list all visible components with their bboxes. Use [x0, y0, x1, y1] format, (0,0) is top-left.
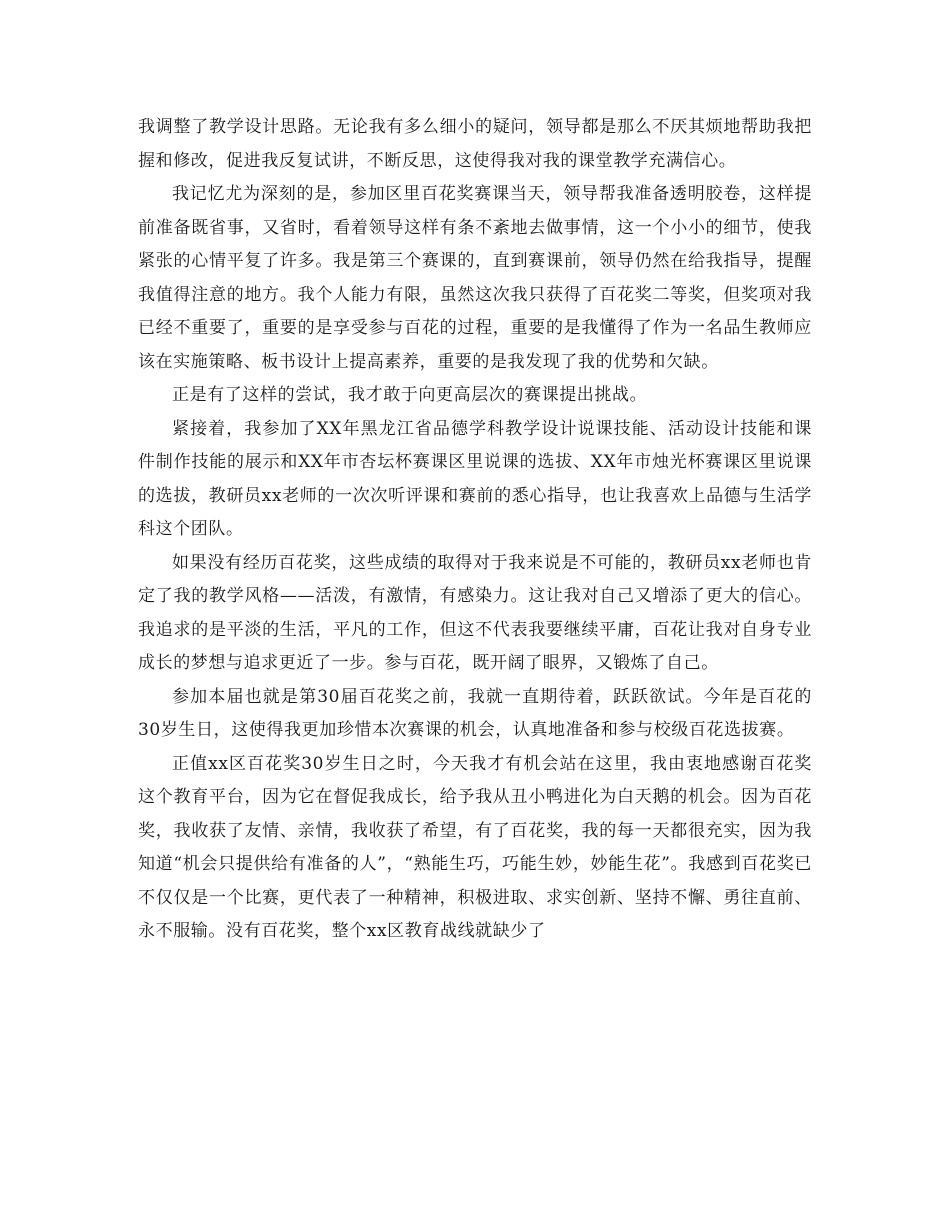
paragraph: 正是有了这样的尝试，我才敢于向更高层次的赛课提出挑战。: [172, 385, 648, 405]
paragraph: 参加本届也就是第30届百花奖之前，我就一直期待着，跃跃欲试。今年是百花的30岁生日，这使得我更加珍惜本次赛课的机会，认真地准备和参与校级百花选拔赛。: [138, 686, 812, 740]
paragraph: 我调整了教学设计思路。无论我有多么细小的疑问，领导都是那么不厌其烦地帮助我把握和修改，促进我反复试讲，不断反思，这使得我对我的课堂教学充满信心。: [138, 117, 812, 171]
paragraph: 紧接着，我参加了XX年黑龙江省品德学科教学设计说课技能、活动设计技能和课件制作技能的展示和XX年市杏坛杯赛课区里说课的选拔、XX年市烛光杯赛课区里说课的选拔，教研员xx老师的一次次听评课和赛前的悉心指导，也让我喜欢上品德与生活学科这个团队。: [138, 418, 812, 539]
paragraph: 如果没有经历百花奖，这些成绩的取得对于我来说是不可能的，教研员xx老师也肯定了我的教学风格——活泼，有激情，有感染力。这让我对自己又增添了更大的信心。我追求的是平淡的生活，平凡的工作，但这不代表我要继续平庸，百花让我对自身专业成长的梦想与追求更近了一步。参与百花，既开阔了眼界，又锻炼了自己。: [138, 552, 812, 673]
paragraph: 正值xx区百花奖30岁生日之时，今天我才有机会站在这里，我由衷地感谢百花奖这个教育平台，因为它在督促我成长，给予我从丑小鸭进化为白天鹅的机会。因为百花奖，我收获了友情、亲情，我收获了希望，有了百花奖，我的每一天都很充实，因为我知道“机会只提供给有准备的人”，“熟能生巧，巧能生妙，妙能生花”。我感到百花奖已不仅仅是一个比赛，更代表了一种精神，积极进取、求实创新、坚持不懈、勇往直前、永不服输。没有百花奖，整个xx区教育战线就缺少了: [138, 753, 812, 941]
paragraph: 我记忆尤为深刻的是，参加区里百花奖赛课当天，领导帮我准备透明胶卷，这样提前准备既省事，又省时，看着领导这样有条不紊地去做事情，这一个小小的细节，使我紧张的心情平复了许多。我是第三个赛课的，直到赛课前，领导仍然在给我指导，提醒我值得注意的地方。我个人能力有限，虽然这次我只获得了百花奖二等奖，但奖项对我已经不重要了，重要的是享受参与百花的过程，重要的是我懂得了作为一名品生教师应该在实施策略、板书设计上提高素养，重要的是我发现了我的优势和欠缺。: [138, 184, 812, 372]
document-body: [138, 111, 812, 949]
